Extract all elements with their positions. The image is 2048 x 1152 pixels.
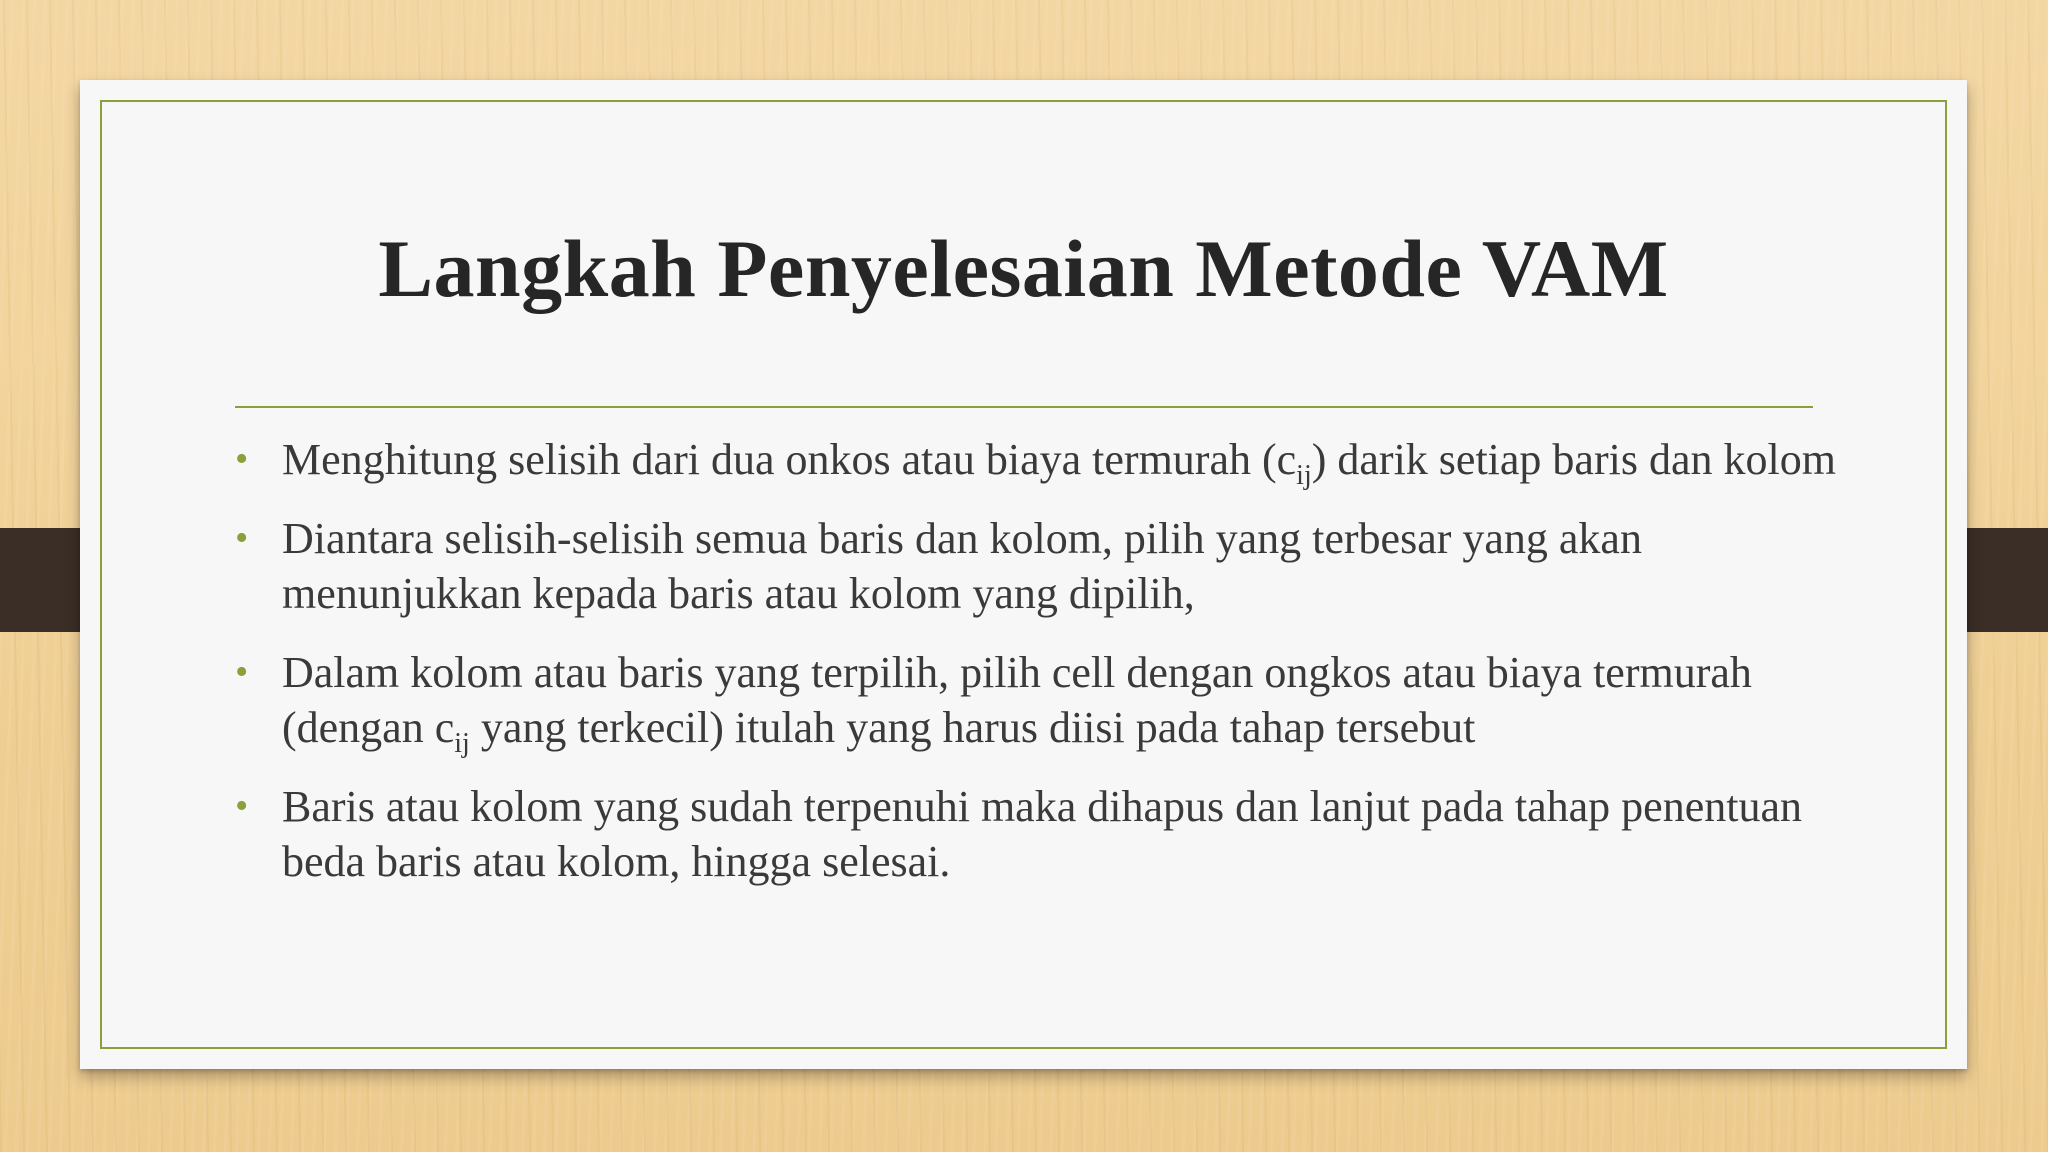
bullet-dot-icon: • <box>235 517 249 559</box>
bullet-3-text-after: yang terkecil) itulah yang harus diisi pada tahap tersebut <box>469 703 1476 752</box>
bullet-1-text-before: Menghitung selisih dari dua onkos atau biaya termurah (c <box>282 435 1297 484</box>
bullet-item-4 <box>235 779 1875 889</box>
bullet-3-subscript: ij <box>454 728 470 759</box>
title-divider <box>235 406 1813 408</box>
bullet-4-text: Baris atau kolom yang sudah terpenuhi maka dihapus dan lanjut pada tahap penentuan beda baris atau kolom, hingga selesai. <box>282 782 1802 886</box>
bullet-1-subscript: ij <box>1296 460 1312 491</box>
bullet-item-3 <box>235 645 1875 759</box>
bullet-dot-icon: • <box>235 785 249 827</box>
bullet-3-text-before: Dalam kolom atau baris yang terpilih, pilih cell dengan ongkos atau biaya termurah (dengan c <box>282 648 1752 752</box>
bullet-dot-icon: • <box>235 438 249 480</box>
bullet-2-text: Diantara selisih-selisih semua baris dan kolom, pilih yang terbesar yang akan menunjukkan kepada baris atau kolom yang dipilih, <box>282 514 1642 618</box>
slide-card <box>80 80 1967 1069</box>
bullet-item-1 <box>235 432 1875 491</box>
bullet-1-text-after: ) darik setiap baris dan kolom <box>1311 435 1836 484</box>
bullet-list <box>235 432 1875 913</box>
bullet-item-2 <box>235 511 1875 621</box>
bullet-dot-icon: • <box>235 651 249 693</box>
slide-title: Langkah Penyelesaian Metode VAM <box>378 223 1669 314</box>
